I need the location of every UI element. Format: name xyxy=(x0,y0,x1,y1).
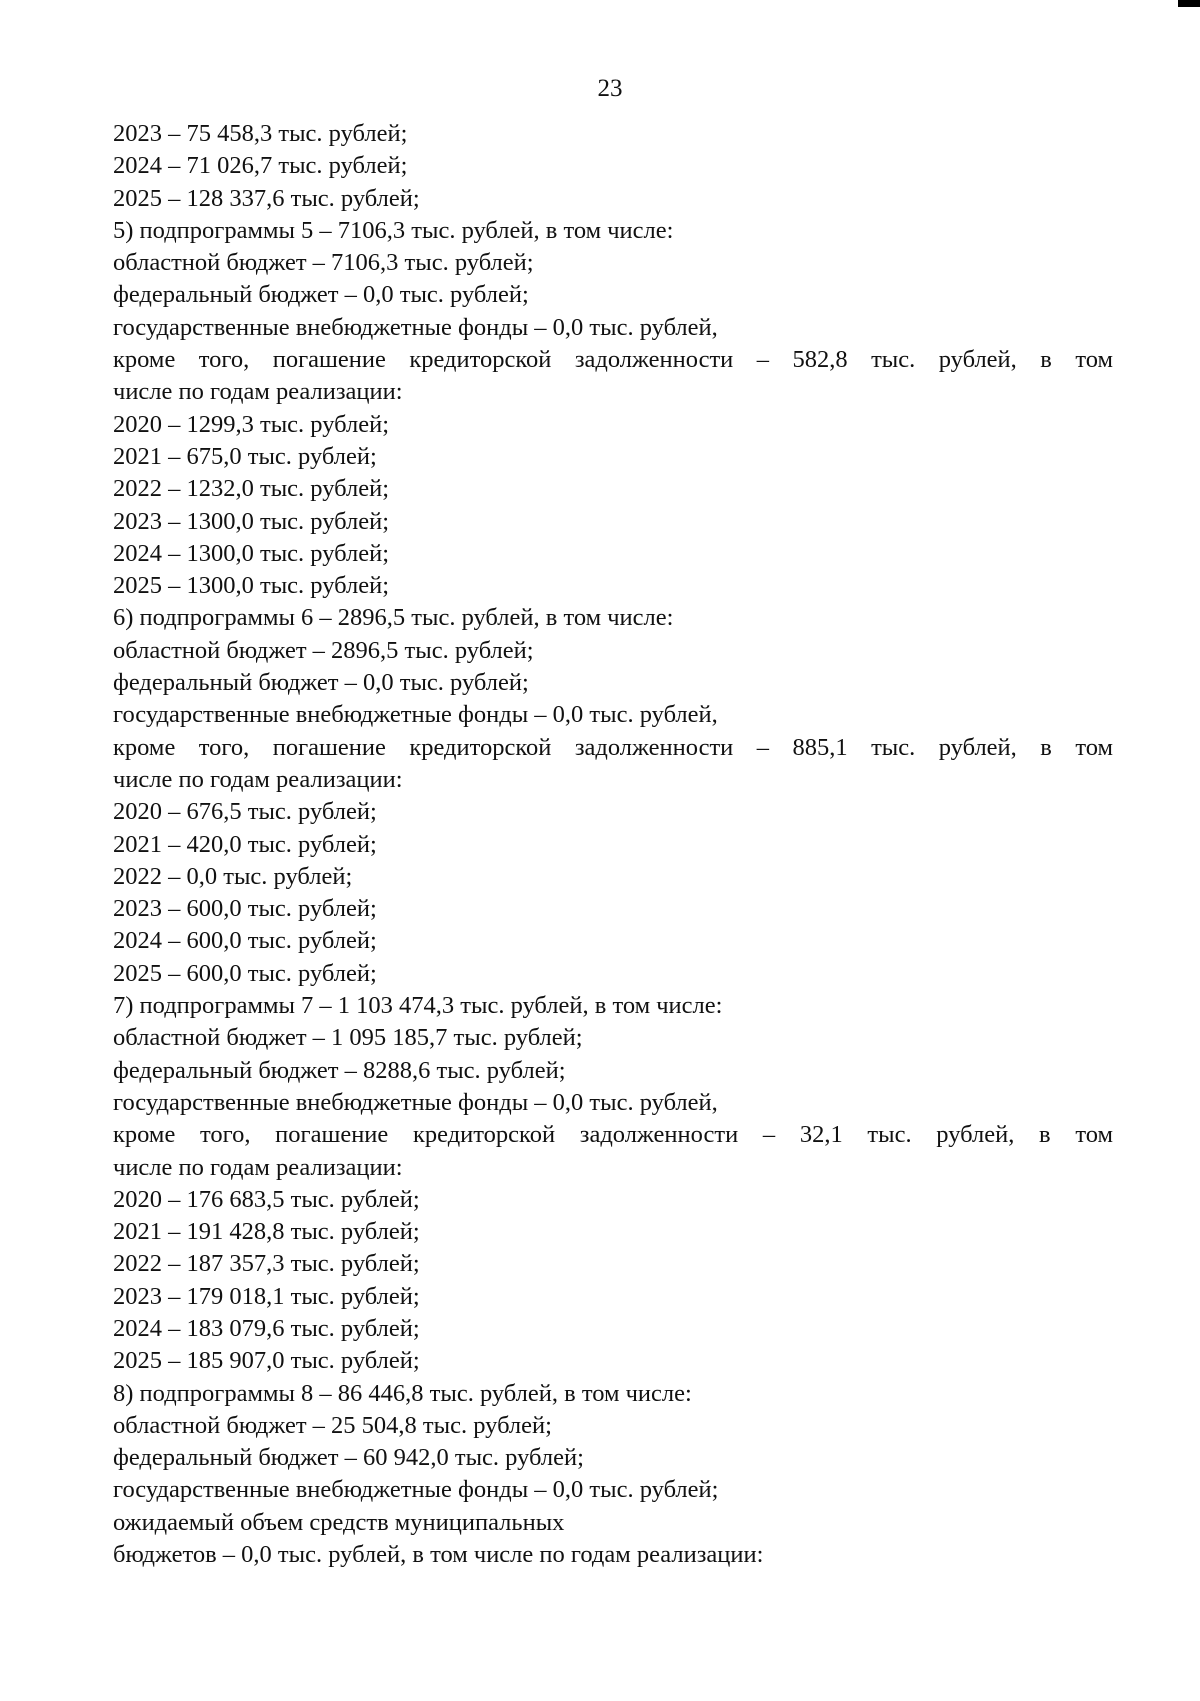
text-line: 2022 – 187 357,3 тыс. рублей; xyxy=(113,1250,420,1278)
text-line: областной бюджет – 2896,5 тыс. рублей; xyxy=(113,636,534,664)
text-line: государственные внебюджетные фонды – 0,0 тыс. рублей, xyxy=(113,701,718,729)
text-line: 2024 – 600,0 тыс. рублей; xyxy=(113,927,377,955)
text-line: числе по годам реализации: xyxy=(113,1153,403,1181)
text-line: 2021 – 420,0 тыс. рублей; xyxy=(113,830,377,858)
text-line: 2021 – 675,0 тыс. рублей; xyxy=(113,442,377,470)
text-line: областной бюджет – 7106,3 тыс. рублей; xyxy=(113,249,534,277)
text-line: кроме того, погашение кредиторской задолженности – 582,8 тыс. рублей, в том xyxy=(113,346,1113,374)
text-line: ожидаемый объем средств муниципальных xyxy=(113,1508,565,1536)
text-line: государственные внебюджетные фонды – 0,0 тыс. рублей, xyxy=(113,313,718,341)
text-line: областной бюджет – 25 504,8 тыс. рублей; xyxy=(113,1411,552,1439)
text-line: 2025 – 600,0 тыс. рублей; xyxy=(113,959,377,987)
text-line: 2022 – 0,0 тыс. рублей; xyxy=(113,862,353,890)
text-line: числе по годам реализации: xyxy=(113,765,403,793)
text-line: федеральный бюджет – 0,0 тыс. рублей; xyxy=(113,281,529,309)
text-line: 7) подпрограммы 7 – 1 103 474,3 тыс. рублей, в том числе: xyxy=(113,992,723,1020)
text-line: 2021 – 191 428,8 тыс. рублей; xyxy=(113,1218,420,1246)
text-line: 2023 – 600,0 тыс. рублей; xyxy=(113,895,377,923)
text-line: федеральный бюджет – 0,0 тыс. рублей; xyxy=(113,669,529,697)
page-number: 23 xyxy=(597,75,623,102)
document-body xyxy=(113,118,1113,1571)
text-line: 2024 – 183 079,6 тыс. рублей; xyxy=(113,1314,420,1342)
text-line: государственные внебюджетные фонды – 0,0 тыс. рублей; xyxy=(113,1476,719,1504)
text-line: 2020 – 676,5 тыс. рублей; xyxy=(113,798,377,826)
text-line: федеральный бюджет – 8288,6 тыс. рублей; xyxy=(113,1056,566,1084)
text-line: 2020 – 176 683,5 тыс. рублей; xyxy=(113,1185,420,1213)
text-line: федеральный бюджет – 60 942,0 тыс. рублей; xyxy=(113,1444,584,1472)
text-line: 2023 – 75 458,3 тыс. рублей; xyxy=(113,120,408,147)
text-line: областной бюджет – 1 095 185,7 тыс. рублей; xyxy=(113,1024,583,1052)
text-line: 2020 – 1299,3 тыс. рублей; xyxy=(113,410,390,438)
text-line: 2022 – 1232,0 тыс. рублей; xyxy=(113,475,390,503)
text-line: 8) подпрограммы 8 – 86 446,8 тыс. рублей, в том числе: xyxy=(113,1379,692,1407)
text-line: кроме того, погашение кредиторской задолженности – 32,1 тыс. рублей, в том xyxy=(113,1121,1113,1149)
text-line: 2023 – 179 018,1 тыс. рублей; xyxy=(113,1282,420,1310)
text-line: 2024 – 71 026,7 тыс. рублей; xyxy=(113,152,408,180)
text-line: 6) подпрограммы 6 – 2896,5 тыс. рублей, в том числе: xyxy=(113,604,674,632)
text-line: 2023 – 1300,0 тыс. рублей; xyxy=(113,507,390,535)
text-line: 5) подпрограммы 5 – 7106,3 тыс. рублей, в том числе: xyxy=(113,216,674,244)
scan-corner-mark xyxy=(1178,0,1200,7)
text-line: кроме того, погашение кредиторской задолженности – 885,1 тыс. рублей, в том xyxy=(113,733,1113,761)
text-line: 2025 – 128 337,6 тыс. рублей; xyxy=(113,184,420,212)
text-line: 2025 – 1300,0 тыс. рублей; xyxy=(113,572,390,600)
text-line: числе по годам реализации: xyxy=(113,378,403,406)
text-line: государственные внебюджетные фонды – 0,0 тыс. рублей, xyxy=(113,1088,718,1116)
text-line: бюджетов – 0,0 тыс. рублей, в том числе по годам реализации: xyxy=(113,1541,764,1569)
text-line: 2025 – 185 907,0 тыс. рублей; xyxy=(113,1347,420,1375)
text-line: 2024 – 1300,0 тыс. рублей; xyxy=(113,539,390,567)
